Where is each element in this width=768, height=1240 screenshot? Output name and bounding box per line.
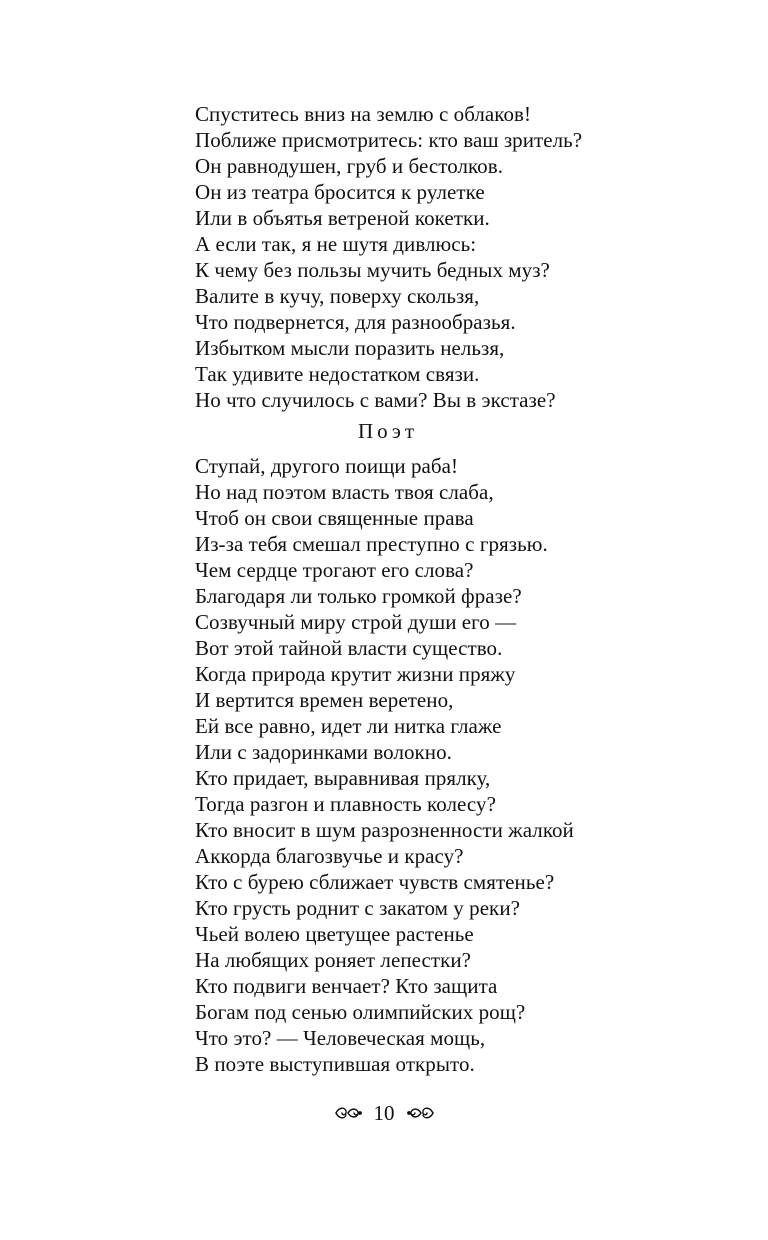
verse-line: Что это? — Человеческая мощь,: [195, 1026, 486, 1050]
verse-line: Он равнодушен, груб и бестолков.: [195, 154, 503, 178]
verse-line: Поближе присмотритесь: кто ваш зритель?: [195, 128, 583, 152]
verse-line: Что подвернется, для разнообразья.: [195, 310, 516, 334]
verse-line: Созвучный миру строй души его —: [195, 610, 517, 634]
verse-line: Кто подвиги венчает? Кто защита: [195, 974, 498, 998]
verse-line: Ей все равно, идет ли нитка глаже: [195, 714, 502, 738]
verse-line: Или с задоринками волокно.: [195, 740, 452, 764]
verse-line: Спуститесь вниз на землю с облаков!: [195, 102, 532, 126]
verse-line: Валите в кучу, поверху скользя,: [195, 284, 480, 308]
verse-line: И вертится времен веретено,: [195, 688, 454, 712]
verse-stanza-1: [195, 101, 675, 413]
speaker-heading: Поэт: [357, 419, 419, 443]
verse-line: Избытком мысли поразить нельзя,: [195, 336, 505, 360]
verse-line: Благодаря ли только громкой фразе?: [195, 584, 522, 608]
verse-line: К чему без пользы мучить бедных муз?: [195, 258, 550, 282]
verse-line: Кто вносит в шум разрозненности жалкой: [195, 818, 574, 842]
verse-line: Но что случилось с вами? Вы в экстазе?: [195, 388, 556, 412]
verse-line: Кто с бурею сближает чувств смятенье?: [195, 870, 555, 894]
verse-line: На любящих роняет лепестки?: [195, 948, 472, 972]
verse-line: Тогда разгон и плавность колесу?: [195, 792, 496, 816]
verse-line: Кто придает, выравнивая прялку,: [195, 766, 491, 790]
verse-line: Когда природа крутит жизни пряжу: [195, 662, 516, 686]
verse-line: Из-за тебя смешал преступно с грязью.: [195, 532, 548, 556]
verse-line: Или в объятья ветреной кокетки.: [195, 206, 490, 230]
verse-line: Чьей волею цветущее растенье: [195, 922, 474, 946]
verse-line: Кто грусть роднит с закатом у реки?: [195, 896, 520, 920]
verse-stanza-2: [195, 453, 675, 1077]
verse-line: Аккорда благозвучье и красу?: [195, 844, 464, 868]
verse-line: Ступай, другого поищи раба!: [195, 454, 459, 478]
page-number: 10: [373, 1101, 395, 1125]
verse-line: Чем сердце трогают его слова?: [195, 558, 474, 582]
scroll-ornament-icon: [407, 1104, 435, 1122]
scroll-ornament-icon: [334, 1104, 362, 1122]
verse-line: Но над поэтом власть твоя слаба,: [195, 480, 494, 504]
verse-line: Чтоб он свои священные права: [195, 506, 474, 530]
verse-line: А если так, я не шутя дивлюсь:: [195, 232, 477, 256]
verse-line: Богам под сенью олимпийских рощ?: [195, 1000, 526, 1024]
verse-line: Вот этой тайной власти существо.: [195, 636, 503, 660]
verse-line: Он из театра бросится к рулетке: [195, 180, 485, 204]
page-footer: [0, 1100, 768, 1126]
verse-line: В поэте выступившая открыто.: [195, 1052, 475, 1076]
verse-line: Так удивите недостатком связи.: [195, 362, 480, 386]
